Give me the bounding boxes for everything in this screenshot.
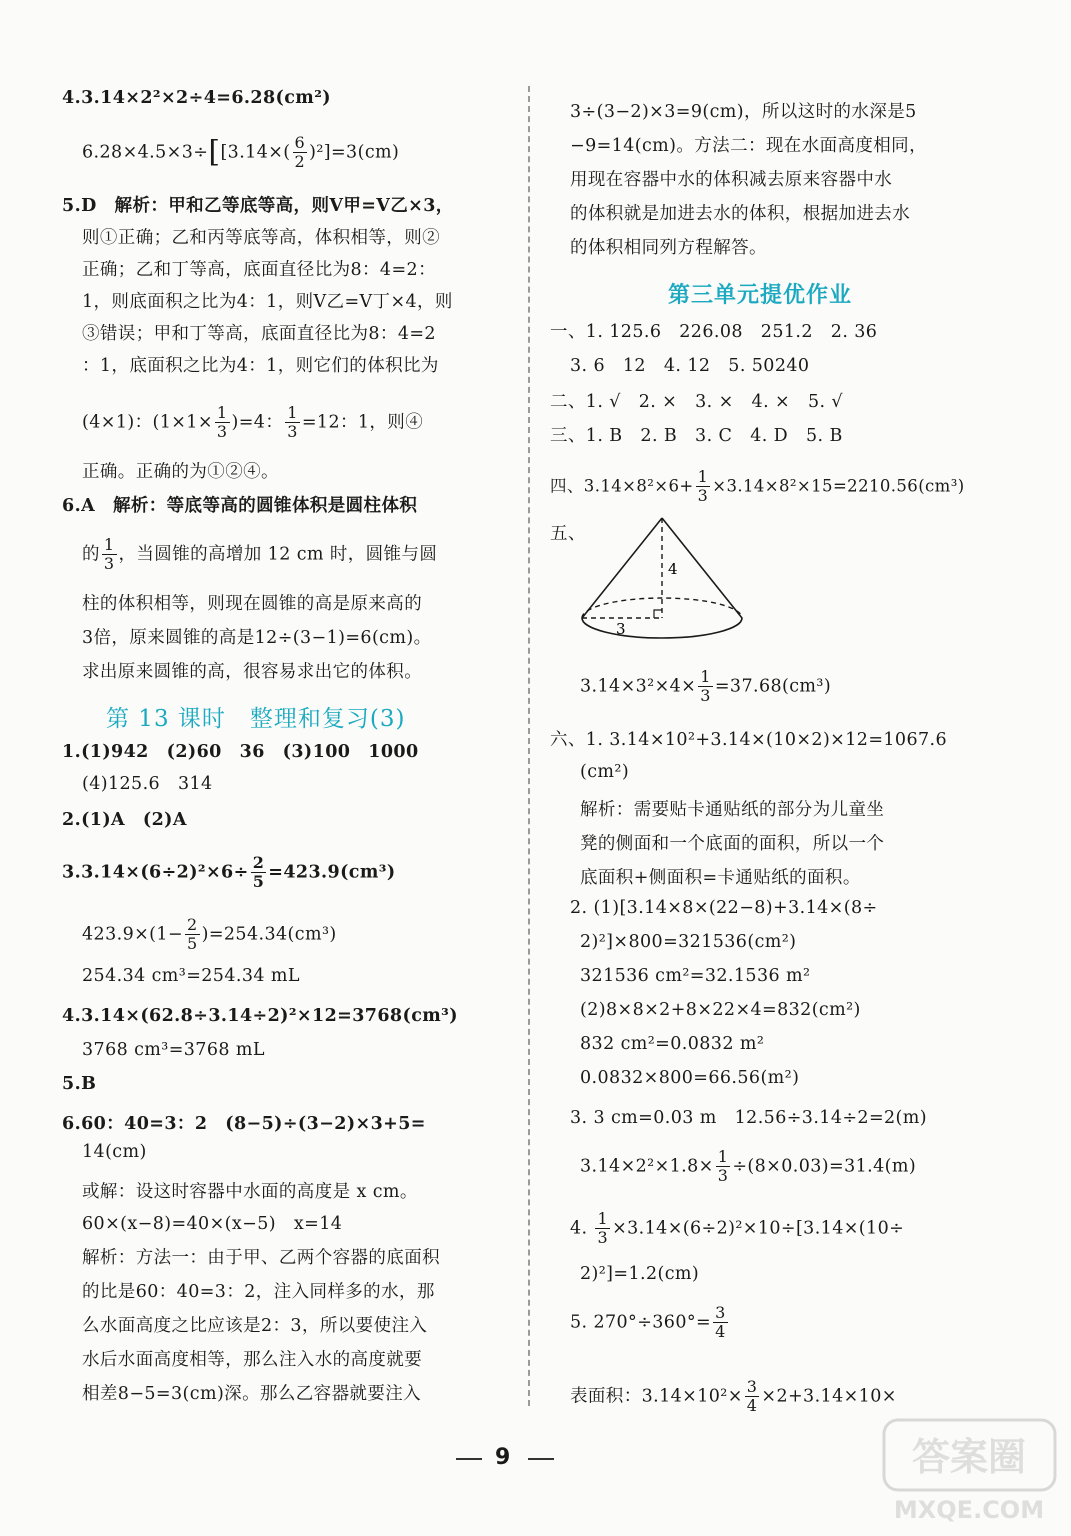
answer-5-line3: 正确；乙和丁等高，底面直径比为8：4=2： xyxy=(82,260,436,280)
lesson-answer-3b: 423.9×(1− $\frac{2}{5}$ )=254.34(cm³) xyxy=(82,915,337,954)
cone-height-label: 4 xyxy=(668,560,678,578)
page-number-dash-left xyxy=(456,1458,482,1460)
section-6-line15: 2)²]=1.2(cm) xyxy=(580,1264,700,1284)
lesson-answer-4b: 3768 cm³=3768 mL xyxy=(82,1040,265,1060)
page-number-dash-right xyxy=(528,1458,554,1460)
unit-3-heading: 第三单元提优作业 xyxy=(668,282,853,308)
page-number: 9 xyxy=(495,1445,511,1470)
section-6-line13: 3.14×2²×1.8× $\frac{1}{3}$ ÷(8×0.03)=31.4(m) xyxy=(580,1147,917,1186)
answer-4-line2: 6.28×4.5×3÷[[3.14×( $\frac{6}{2}$ )²]=3(cm) xyxy=(82,133,400,172)
lesson-answer-1: 1.(1)942 (2)60 36 (3)100 1000 xyxy=(62,742,419,762)
section-6-line10: 832 cm²=0.0832 m² xyxy=(580,1034,765,1054)
section-6-line16: 5. 270°÷360°= $\frac{3}{4}$ xyxy=(570,1303,726,1342)
section-6-line17: 表面积：3.14×10²× $\frac{3}{4}$ ×2+3.14×10× xyxy=(570,1377,897,1416)
cone-radius-label: 3 xyxy=(616,620,626,638)
section-6-line9: (2)8×8×2+8×22×4=832(cm²) xyxy=(580,1000,861,1020)
lesson-answer-6i: 相差8−5=3(cm)深。那么乙容器就要注入 xyxy=(82,1384,422,1404)
lesson-answer-6h: 水后水面高度相等，那么注入水的高度就要 xyxy=(82,1350,423,1370)
answer-6-line1: 6.A 解析：等底等高的圆锥体积是圆柱体积 xyxy=(62,496,418,516)
answer-6-line3: 柱的体积相等，则现在圆锥的高是原来高的 xyxy=(82,594,423,614)
section-6-line5: 底面积+侧面积=卡通贴纸的面积。 xyxy=(580,868,861,888)
section-6-line7: 2)²]×800=321536(cm²) xyxy=(580,932,797,952)
lesson-answer-6f: 的比是60：40=3：2，注入同样多的水，那 xyxy=(82,1282,435,1302)
lesson-answer-1b: (4)125.6 314 xyxy=(82,774,213,794)
column-divider xyxy=(528,86,530,1406)
answer-5-line2: 则①正确；乙和丙等底等高，体积相等，则② xyxy=(82,228,440,248)
section-4: 四、3.14×8²×6+ $\frac{1}{3}$ ×3.14×8²×15=2210.56(cm³) xyxy=(550,467,965,506)
continued-line4: 的体积就是加进去水的体积，根据加进去水 xyxy=(570,204,911,224)
section-6-line4: 凳的侧面和一个底面的面积，所以一个 xyxy=(580,834,885,854)
section-6-line12: 3. 3 cm=0.03 m 12.56÷3.14÷2=2(m) xyxy=(570,1108,928,1128)
answer-5-line5: ③错误；甲和丁等高，底面直径比为8：4=2 xyxy=(82,324,436,344)
lesson-answer-4: 4.3.14×(62.8÷3.14÷2)²×12=3768(cm³) xyxy=(62,1006,458,1026)
lesson-answer-6c: 或解：设这时容器中水面的高度是 x cm。 xyxy=(82,1182,418,1202)
section-2: 二、1. √ 2. × 3. × 4. × 5. √ xyxy=(550,392,843,412)
section-6-line11: 0.0832×800=66.56(m²) xyxy=(580,1068,800,1088)
answer-5-line4: 1，则底面积之比为4：1，则V乙=V丁×4，则 xyxy=(82,292,453,312)
section-6-line14: 4. $\frac{1}{3}$ ×3.14×(6÷2)²×10÷[3.14×(10÷ xyxy=(570,1209,905,1248)
lesson-answer-6e: 解析：方法一：由于甲、乙两个容器的底面积 xyxy=(82,1248,440,1268)
section-6-line2: (cm²) xyxy=(580,762,630,782)
lesson-answer-3: 3.3.14×(6÷2)²×6÷ $\frac{2}{5}$ =423.9(cm³) xyxy=(62,853,396,892)
svg-text:MXQE.COM: MXQE.COM xyxy=(893,1496,1045,1524)
continued-line5: 的体积相同列方程解答。 xyxy=(570,238,767,258)
svg-text:答案圈: 答案圈 xyxy=(911,1435,1027,1479)
answer-5-line6: ：1，底面积之比为4：1，则它们的体积比为 xyxy=(82,356,439,376)
answer-6-line4: 3倍，原来圆锥的高是12÷(3−1)=6(cm)。 xyxy=(82,628,432,648)
lesson-answer-6: 6.60：40=3：2 (8−5)÷(3−2)×3+5= xyxy=(62,1114,426,1134)
answer-4-line1: 4.3.14×2²×2÷4=6.28(cm²) xyxy=(62,88,331,108)
continued-line3: 用现在容器中水的体积减去原来容器中水 xyxy=(570,170,893,190)
answer-6-line2: 的 $\frac{1}{3}$ ，当圆锥的高增加 12 cm 时，圆锥与圆 xyxy=(82,535,438,574)
answer-5-line7: (4×1)：(1×1× $\frac{1}{3}$ )=4： $\frac{1}{3}$ =12：1，则④ xyxy=(82,403,424,442)
section-1-line1: 一、1. 125.6 226.08 251.2 2. 36 xyxy=(550,322,878,342)
lesson-answer-6d: 60×(x−8)=40×(x−5) x=14 xyxy=(82,1214,343,1234)
watermark-logo xyxy=(882,1418,1057,1528)
answer-6-line5: 求出原来圆锥的高，很容易求出它的体积。 xyxy=(82,662,423,682)
lesson-answer-2: 2.(1)A (2)A xyxy=(62,810,187,830)
cone-diagram xyxy=(578,514,758,652)
lesson-answer-3c: 254.34 cm³=254.34 mL xyxy=(82,966,300,986)
continued-line2: −9=14(cm)。方法二：现在水面高度相同， xyxy=(570,136,927,156)
answer-5-line8: 正确。正确的为①②④。 xyxy=(82,462,279,482)
lesson-answer-6b: 14(cm) xyxy=(82,1142,147,1162)
lesson-answer-6g: 么水面高度之比应该是2：3，所以要使注入 xyxy=(82,1316,428,1336)
section-5-label: 五、 xyxy=(550,524,586,544)
section-6-line3: 解析：需要贴卡通贴纸的部分为儿童坐 xyxy=(580,800,885,820)
lesson-answer-5: 5.B xyxy=(62,1074,97,1094)
section-6-line6: 2. (1)[3.14×8×(22−8)+3.14×(8÷ xyxy=(570,898,878,918)
section-5-calc: 3.14×3²×4× $\frac{1}{3}$ =37.68(cm³) xyxy=(580,667,832,706)
continued-line1: 3÷(3−2)×3=9(cm)，所以这时的水深是5 xyxy=(570,102,917,122)
lesson-13-heading: 第 13 课时 整理和复习(3) xyxy=(106,706,406,732)
section-6-line8: 321536 cm²=32.1536 m² xyxy=(580,966,811,986)
section-1-line2: 3. 6 12 4. 12 5. 50240 xyxy=(570,356,810,376)
answer-5-line1: 5.D 解析：甲和乙等底等高，则V甲=V乙×3， xyxy=(62,196,454,216)
section-6-line1: 六、1. 3.14×10²+3.14×(10×2)×12=1067.6 xyxy=(550,730,948,750)
section-3: 三、1. B 2. B 3. C 4. D 5. B xyxy=(550,426,843,446)
